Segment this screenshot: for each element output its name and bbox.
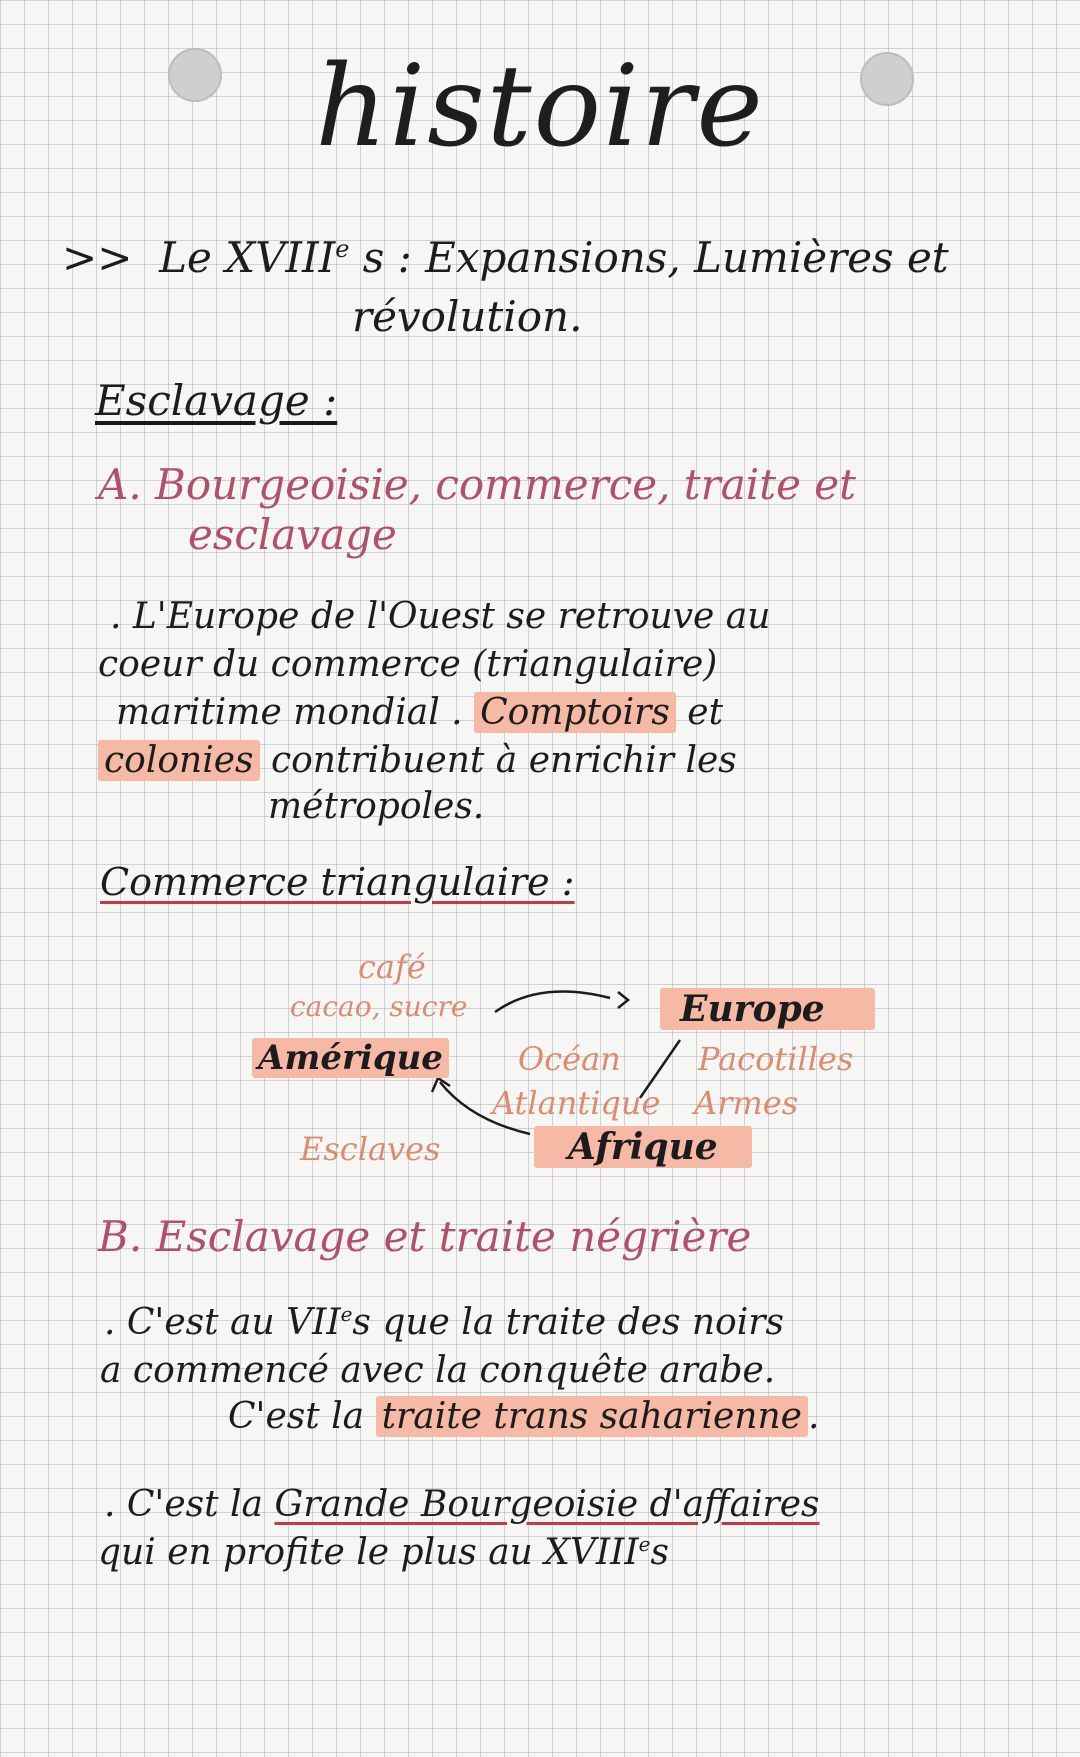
- para1-line4-text: contribuent à enrichir les: [270, 740, 737, 781]
- part-a-heading-line1: A. Bourgeoisie, commerce, traite et: [98, 460, 857, 509]
- para2-line1-end: s que la traite des noirs: [352, 1302, 784, 1343]
- highlight-comptoirs: Comptoirs: [474, 692, 676, 733]
- place-europe: Europe: [660, 988, 875, 1030]
- para1-line3-text: maritime mondial .: [116, 692, 463, 733]
- para2-line1-start: . C'est au VII: [104, 1302, 341, 1343]
- goods-cafe: café: [358, 948, 426, 986]
- para3-line1-start: . C'est la: [104, 1484, 263, 1525]
- ocean-label-2: Atlantique: [492, 1084, 661, 1122]
- goods-pacotilles: Pacotilles: [698, 1040, 854, 1078]
- chapter-subtitle: s : Expansions, Lumières et: [349, 233, 949, 282]
- para1-line1: . L'Europe de l'Ouest se retrouve au: [110, 596, 771, 637]
- arrowhead-europe: [618, 992, 628, 1008]
- part-b-heading: B. Esclavage et traite négrière: [98, 1212, 752, 1261]
- para2-line3-end: .: [807, 1396, 820, 1437]
- para3-sup: e: [638, 1532, 651, 1556]
- para2-line1: [104, 1302, 784, 1343]
- part-a-heading-line2: esclavage: [188, 510, 397, 559]
- para3-line2: [98, 1532, 669, 1573]
- place-afrique: Afrique: [534, 1126, 752, 1168]
- section-heading-esclavage: Esclavage :: [95, 376, 338, 425]
- place-amerique: Amérique: [252, 1038, 449, 1078]
- page-title: histoire: [315, 42, 765, 172]
- para1-line3-end: et: [687, 692, 724, 733]
- underline-grande-bourgeoisie: Grande Bourgeoisie d'affaires: [274, 1484, 820, 1525]
- goods-cacao-sucre: cacao, sucre: [290, 990, 468, 1023]
- highlight-traite-trans-saharienne: traite trans saharienne: [376, 1396, 808, 1437]
- arrow-america-to-europe: [495, 992, 610, 1012]
- ocean-label-1: Océan: [518, 1040, 621, 1078]
- para1-line5: métropoles.: [268, 786, 485, 827]
- goods-armes: Armes: [694, 1084, 799, 1122]
- chapter-prefix: >>: [62, 233, 133, 282]
- para2-line3: [228, 1396, 819, 1437]
- para2-line2: a commencé avec la conquête arabe.: [100, 1350, 776, 1391]
- chapter-century: Le XVIII: [159, 233, 336, 282]
- para3-line2-end: s: [650, 1532, 669, 1573]
- highlight-colonies: colonies: [98, 740, 260, 781]
- para2-sup: e: [340, 1302, 353, 1326]
- para2-line3-start: C'est la: [228, 1396, 365, 1437]
- goods-esclaves: Esclaves: [300, 1130, 441, 1168]
- chapter-title-line2: révolution.: [352, 292, 583, 341]
- chapter-sup: e: [335, 235, 350, 263]
- para3-line2-start: qui en profite le plus au XVIII: [98, 1532, 639, 1573]
- para1-line2: coeur du commerce (triangulaire): [98, 644, 718, 685]
- para3-line1: [104, 1484, 820, 1525]
- triangular-trade-heading-text: Commerce triangulaire :: [100, 860, 575, 904]
